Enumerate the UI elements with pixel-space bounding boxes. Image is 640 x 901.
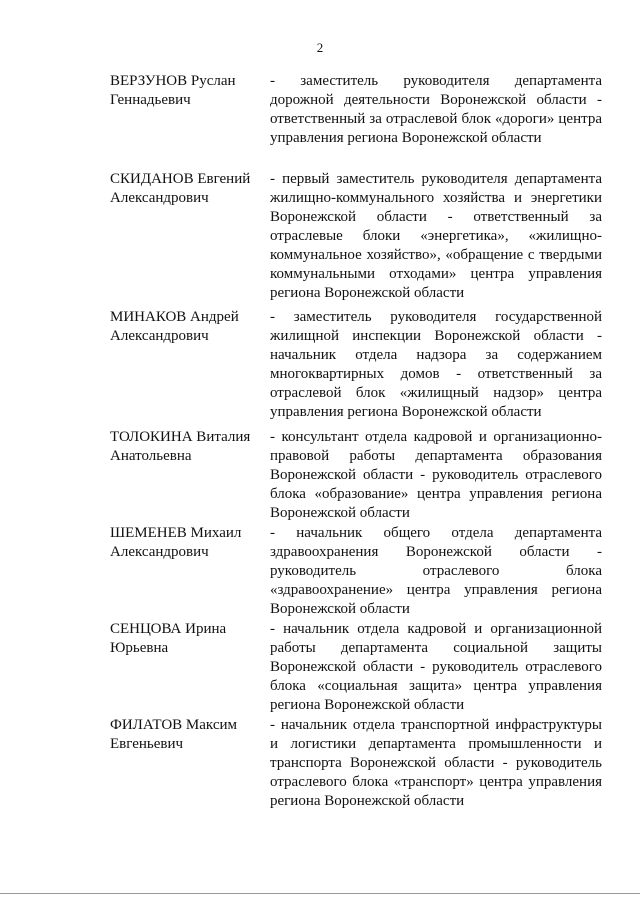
entry-description: - заместитель руководителя департамента дорожной деятельности Воронежской области - ответственный за отраслевой блок «дороги» центра управления региона Воронежской области: [270, 73, 602, 146]
entry-description: - начальник отдела кадровой и организационной работы департамента социальной защиты Воронежской области - руководитель отраслевого блока «социальная защита» центра управления региона Воронежской области: [270, 621, 602, 713]
entry-patronymic: Геннадьевич: [110, 92, 191, 108]
entry-patronymic: Александрович: [110, 544, 209, 560]
entry-surname: СКИДАНОВ Евгений: [110, 171, 251, 187]
entry-description: - начальник общего отдела департамента здравоохранения Воронежской области - руководитель отраслевого блока «здравоохранение» центра управления региона Воронежской области: [270, 525, 602, 617]
entry-patronymic: Евгеньевич: [110, 736, 184, 752]
entry-filatov: [110, 716, 602, 812]
entry-description: - первый заместитель руководителя департамента жилищно-коммунального хозяйства и энергетики Воронежской области - ответственный за отраслевые блоки «энергетика», «жилищно-коммунальное хозяйство», «обращение с твердыми коммунальными отходами» центра управления региона Воронежской области: [270, 171, 602, 301]
entry-surname: ШЕМЕНЕВ Михаил: [110, 525, 242, 541]
entry-name: [110, 620, 270, 716]
entry-verzunov: [110, 72, 602, 170]
entry-patronymic: Александрович: [110, 190, 209, 206]
entry-name: [110, 308, 270, 428]
entry-surname: ТОЛОКИНА Виталия: [110, 429, 251, 445]
entry-name: [110, 524, 270, 620]
entry-surname: ФИЛАТОВ Максим: [110, 717, 238, 733]
entry-description: - консультант отдела кадровой и организационно-правовой работы департамента образования Воронежской области - руководитель отраслевого блока «образование» центра управления региона Воронежской области: [270, 429, 602, 521]
entry-surname: МИНАКОВ Андрей: [110, 309, 239, 325]
entry-name: [110, 170, 270, 308]
entry-shemenev: [110, 524, 602, 620]
entry-sentsova: [110, 620, 602, 716]
entries-list: [110, 72, 602, 812]
entry-description: - начальник отдела транспортной инфраструктуры и логистики департамента промышленности и транспорта Воронежской области - руководитель отраслевого блока «транспорт» центра управления региона Воронежской области: [270, 717, 602, 809]
entry-surname: СЕНЦОВА Ирина: [110, 621, 227, 637]
entry-name: [110, 72, 270, 170]
scan-edge-line: [0, 893, 640, 894]
entry-patronymic: Александрович: [110, 328, 209, 344]
entry-minakov: [110, 308, 602, 428]
entry-description: - заместитель руководителя государственной жилищной инспекции Воронежской области - начальник отдела надзора за содержанием многоквартирных домов - ответственный за отраслевой блок «жилищный надзор» центра управления региона Воронежской области: [270, 309, 602, 420]
entry-surname: ВЕРЗУНОВ Руслан: [110, 73, 236, 89]
entry-patronymic: Юрьевна: [110, 640, 169, 656]
entry-tolokina: [110, 428, 602, 524]
page-number: 2: [316, 40, 324, 55]
entry-name: [110, 716, 270, 812]
entry-patronymic: Анатольевна: [110, 448, 192, 464]
entry-skidanov: [110, 170, 602, 308]
entry-name: [110, 428, 270, 524]
